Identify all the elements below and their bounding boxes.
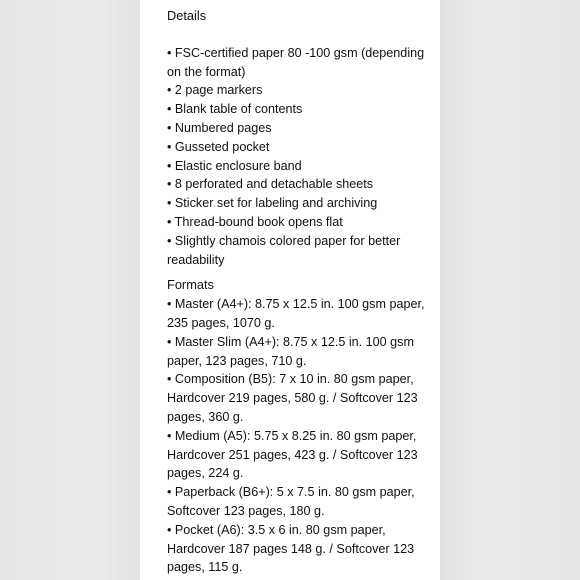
format-item-medium: • Medium (A5): 5.75 x 8.25 in. 80 gsm paper, Hardcover 251 pages, 423 g. / Softcover 123 pages, 224 g.: [167, 428, 418, 481]
details-item-sticker-set: • Sticker set for labeling and archiving: [167, 196, 378, 211]
details-item-fsc-paper: • FSC-certified paper 80 -100 gsm (depending on the format): [167, 45, 425, 79]
formats-section: [167, 276, 435, 577]
details-list: [167, 44, 435, 270]
details-heading: Details: [167, 8, 207, 23]
details-item-chamois-paper: • Slightly chamois colored paper for better readability: [167, 233, 401, 267]
format-item-master-slim: • Master Slim (A4+): 8.75 x 12.5 in. 100 gsm paper, 123 pages, 710 g.: [167, 334, 414, 368]
details-item-perforated-sheets: • 8 perforated and detachable sheets: [167, 177, 374, 192]
product-description-panel: [140, 0, 440, 580]
details-item-page-markers: • 2 page markers: [167, 83, 263, 98]
format-item-paperback: • Paperback (B6+): 5 x 7.5 in. 80 gsm paper, Softcover 123 pages, 180 g.: [167, 485, 415, 518]
details-item-table-of-contents: • Blank table of contents: [167, 102, 303, 117]
details-item-gusseted-pocket: • Gusseted pocket: [167, 139, 270, 154]
details-item-numbered-pages: • Numbered pages: [167, 120, 272, 135]
right-backdrop: [440, 0, 580, 580]
details-item-thread-bound: • Thread-bound book opens flat: [167, 214, 343, 229]
left-backdrop: [0, 0, 140, 580]
formats-heading: Formats: [167, 277, 214, 293]
details-section: [167, 7, 435, 269]
format-item-pocket: • Pocket (A6): 3.5 x 6 in. 80 gsm paper, Hardcover 187 pages 148 g. / Softcover 123 pages, 115 g.: [167, 522, 415, 575]
format-item-composition: • Composition (B5): 7 x 10 in. 80 gsm paper, Hardcover 219 pages, 580 g. / Softcover 123 pages, 360 g.: [167, 372, 418, 424]
details-item-elastic-band: • Elastic enclosure band: [167, 158, 302, 173]
format-item-master: • Master (A4+): 8.75 x 12.5 in. 100 gsm paper, 235 pages, 1070 g.: [167, 297, 425, 330]
description-content: [167, 7, 435, 577]
formats-list: [167, 295, 435, 577]
